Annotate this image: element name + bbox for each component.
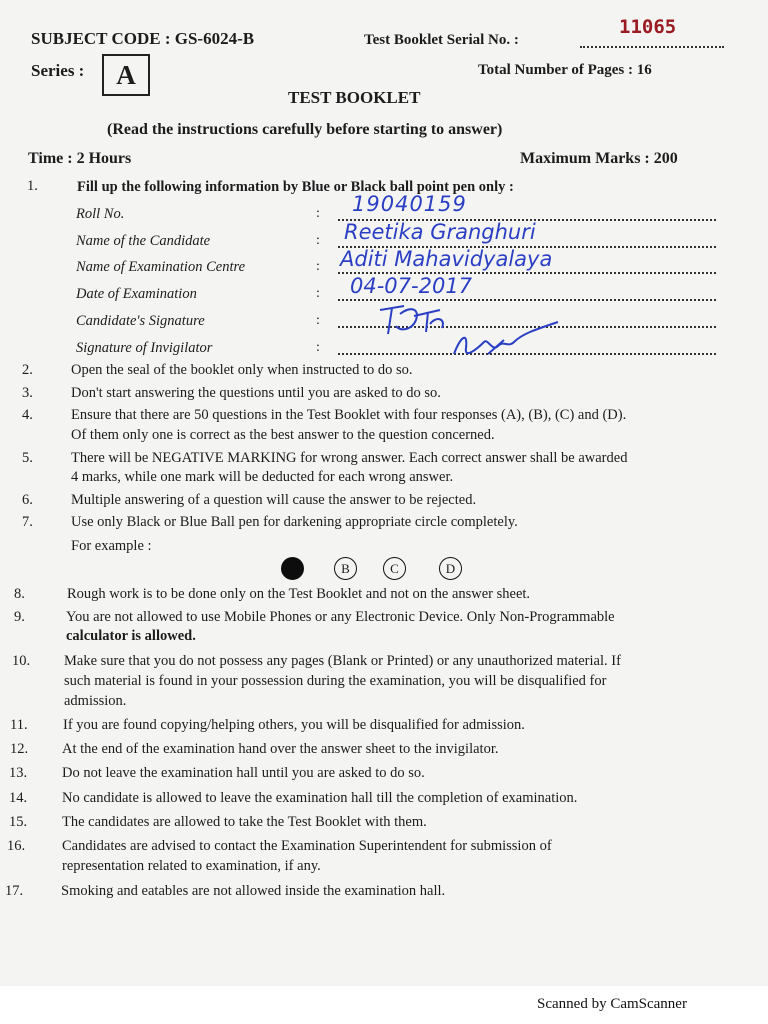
serial-label: Test Booklet Serial No. : — [364, 32, 519, 48]
example-bubble-c: C — [383, 557, 406, 580]
field-label-roll-no: Roll No. — [76, 206, 125, 222]
instruction-line: Ensure that there are 50 questions in the Test Booklet with four responses (A), (B), (C) and (D). — [71, 407, 627, 423]
instruction-line: No candidate is allowed to leave the examination hall till the completion of examination. — [62, 790, 578, 806]
instruction-line: Of them only one is correct as the best answer to the question concerned. — [71, 427, 495, 443]
item-number: 5. — [22, 450, 33, 466]
instruction-line: admission. — [64, 693, 127, 709]
footer-text: Scanned by CamScanner — [537, 996, 687, 1012]
item-number: 15. — [9, 814, 28, 830]
total-pages: Total Number of Pages : 16 — [478, 62, 652, 78]
colon: : — [316, 286, 320, 301]
item-number: 11. — [10, 717, 28, 733]
field-label-invigilator-signature: Signature of Invigilator — [76, 340, 213, 356]
instruction-line: The candidates are allowed to take the Test Booklet with them. — [62, 814, 427, 830]
time-label: Time : 2 Hours — [28, 150, 132, 167]
colon: : — [316, 313, 320, 328]
instruction-line: 4 marks, while one mark will be deducted for each wrong answer. — [71, 469, 454, 485]
instruction-line: such material is found in your possession during the examination, you will be disqualified for — [64, 673, 607, 689]
item-number: 8. — [14, 586, 25, 602]
exam-centre-value: Aditi Mahavidyalaya — [340, 247, 553, 271]
instruction-line: Make sure that you do not possess any pages (Blank or Printed) or any unauthorized material. If — [64, 653, 621, 669]
item-number: 14. — [9, 790, 28, 806]
instruction-line: Don't start answering the questions until you are asked to do so. — [71, 385, 441, 401]
footer-bar — [0, 986, 768, 1024]
colon: : — [316, 340, 320, 355]
field-label-candidate-signature: Candidate's Signature — [76, 313, 205, 329]
instruction-line: calculator is allowed. — [66, 628, 196, 644]
invigilator-signature-scribble — [448, 318, 568, 364]
serial-dotted-line — [580, 46, 724, 48]
instruction-line: If you are found copying/helping others, you will be disqualified for admission. — [63, 717, 525, 733]
example-bubble-d: D — [439, 557, 462, 580]
instruction-line: Candidates are advised to contact the Examination Superintendent for submission of — [62, 838, 552, 854]
max-marks: Maximum Marks : 200 — [520, 150, 678, 167]
roll-no-value: 19040159 — [352, 192, 467, 216]
instruction-line: For example : — [71, 538, 152, 554]
instruction-line: Smoking and eatables are not allowed inside the examination hall. — [61, 883, 446, 899]
item-number: 4. — [22, 407, 33, 423]
example-bubble-a — [281, 557, 304, 580]
item-number: 3. — [22, 385, 33, 401]
item-number: 10. — [12, 653, 31, 669]
subject-code: SUBJECT CODE : GS-6024-B — [31, 29, 255, 48]
item-number: 16. — [7, 838, 26, 854]
colon: : — [316, 259, 320, 274]
series-box: A — [102, 54, 150, 96]
exam-date-value: 04-07-2017 — [350, 274, 473, 298]
serial-number: 11065 — [619, 16, 677, 38]
item-number: 2. — [22, 362, 33, 378]
item-1-text: Fill up the following information by Blue or Black ball point pen only : — [77, 179, 514, 195]
colon: : — [316, 233, 320, 248]
instruction-line: representation related to examination, if any. — [62, 858, 321, 874]
instruction-line: You are not allowed to use Mobile Phones or any Electronic Device. Only Non-Programmable — [66, 609, 615, 625]
candidate-name-value: Reetika Granghuri — [344, 220, 536, 244]
page-subtitle: (Read the instructions carefully before starting to answer) — [107, 121, 503, 138]
item-number: 7. — [22, 514, 33, 530]
series-label: Series : — [31, 61, 85, 80]
instruction-line: Rough work is to be done only on the Test Booklet and not on the answer sheet. — [67, 586, 531, 602]
field-label-exam-date: Date of Examination — [76, 286, 197, 302]
item-number: 12. — [10, 741, 29, 757]
item-number: 6. — [22, 492, 33, 508]
instruction-line: At the end of the examination hand over the answer sheet to the invigilator. — [62, 741, 499, 757]
field-label-exam-centre: Name of Examination Centre — [76, 259, 246, 275]
instruction-line: Open the seal of the booklet only when instructed to do so. — [71, 362, 413, 378]
item-number: 13. — [9, 765, 28, 781]
item-number: 9. — [14, 609, 25, 625]
example-bubble-b: B — [334, 557, 357, 580]
instruction-line: Multiple answering of a question will cause the answer to be rejected. — [71, 492, 477, 508]
item-number: 1. — [27, 178, 38, 194]
field-label-candidate-name: Name of the Candidate — [76, 233, 211, 249]
instruction-line: Use only Black or Blue Ball pen for darkening appropriate circle completely. — [71, 514, 518, 530]
instruction-line: There will be NEGATIVE MARKING for wrong answer. Each correct answer shall be awarded — [71, 450, 628, 466]
item-number: 17. — [5, 883, 24, 899]
instruction-line: Do not leave the examination hall until you are asked to do so. — [62, 765, 425, 781]
colon: : — [316, 206, 320, 221]
page-title: TEST BOOKLET — [288, 88, 421, 107]
